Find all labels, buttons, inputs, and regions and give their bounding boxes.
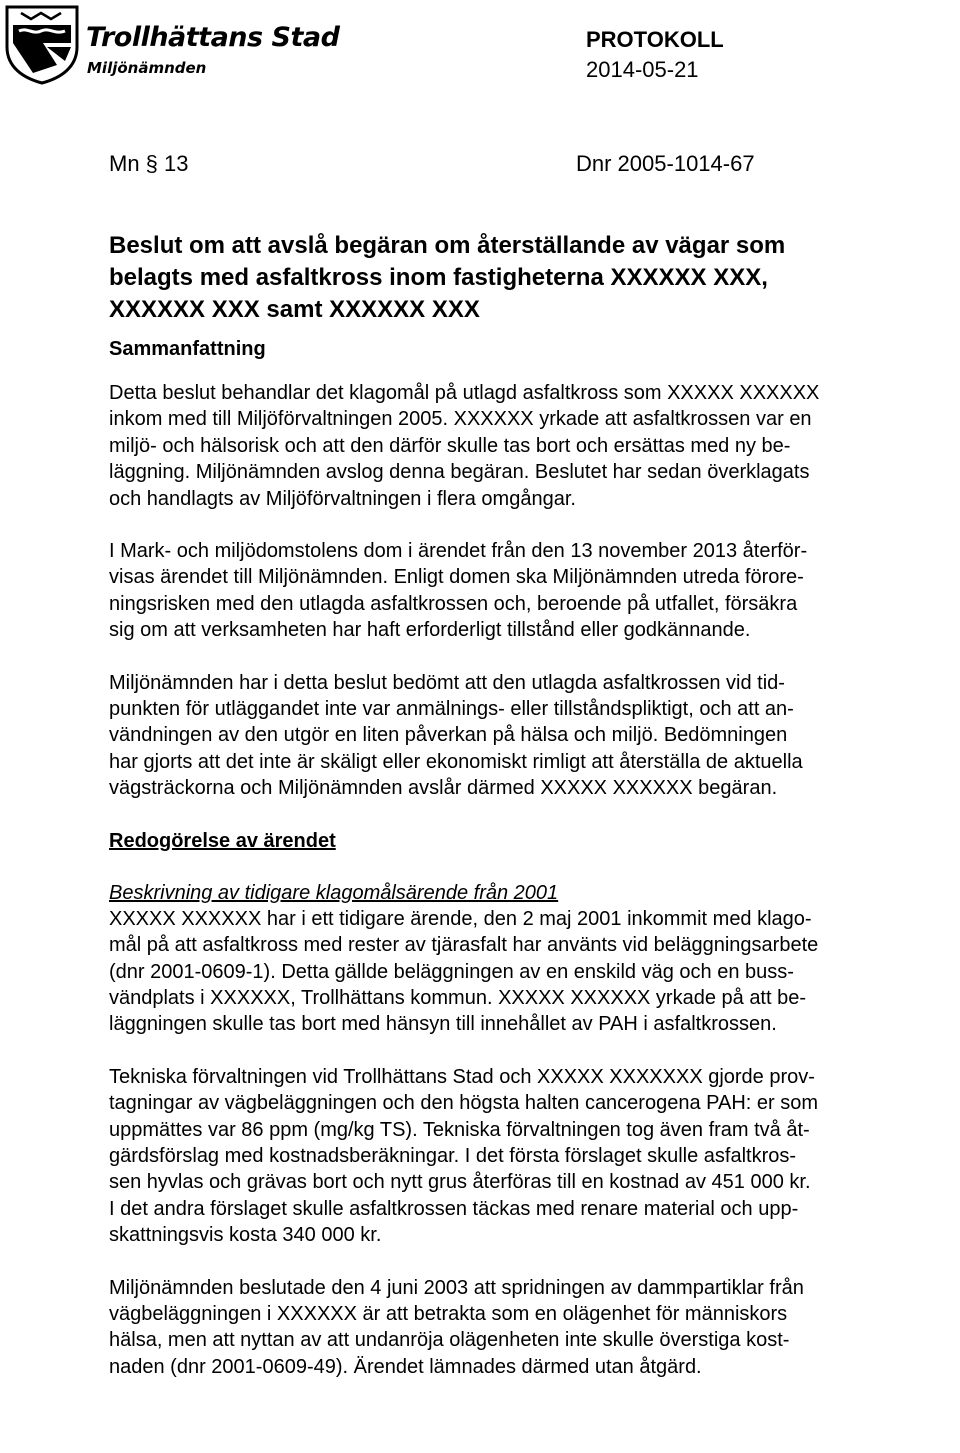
text-line: vändplats i XXXXXX, Trollhättans kommun. XXXXX XXXXXX yrkade på att be- xyxy=(109,986,807,1009)
text-line: Miljönämnden har i detta beslut bedömt att den utlagda asfaltkrossen vid tid- xyxy=(109,671,785,694)
text-line: tagningar av vägbeläggningen och den högsta halten cancerogena PAH: er som xyxy=(109,1092,819,1115)
document-date: 2014-05-21 xyxy=(586,57,699,82)
text-line: vägbeläggningen i XXXXXX är att betrakta som en olägenhet för människors xyxy=(109,1302,788,1325)
org-name: Trollhättans Stad xyxy=(86,22,340,53)
text-line: miljö- och hälsorisk och att den därför skulle tas bort och ersättas med ny be- xyxy=(109,434,791,457)
text-line: vändningen av den utgör en liten påverkan på hälsa och miljö. Bedömningen xyxy=(109,724,788,747)
history-paragraph xyxy=(109,1275,952,1381)
text-line: (dnr 2001-0609-1). Detta gällde beläggningen av en enskild väg och en buss- xyxy=(109,960,794,983)
text-line: I det andra förslaget skulle asfaltkrossen täckas med renare material och upp- xyxy=(109,1197,799,1220)
summary-heading: Sammanfattning xyxy=(109,338,266,360)
case-number: Mn § 13 xyxy=(109,151,189,176)
text-line: gärdsförslag med kostnadsberäkningar. I det första förslaget skulle asfaltkros- xyxy=(109,1144,797,1167)
text-line: mål på att asfaltkross med rester av tjärasfalt har använts vid beläggningsarbete xyxy=(109,934,819,957)
text-line: Detta beslut behandlar det klagomål på utlagd asfaltkross som XXXXX XXXXXX xyxy=(109,382,820,404)
text-line: läggningen skulle tas bort med hänsyn till innehållet av PAH i asfaltkrossen. xyxy=(109,1013,777,1036)
history-heading: Beskrivning av tidigare klagomålsärende från 2001 xyxy=(109,881,559,904)
text-line: uppmättes var 86 ppm (mg/kg TS). Tekniska förvaltningen tog även fram två åt- xyxy=(109,1118,810,1141)
text-line: läggning. Miljönämnden avslog denna begäran. Beslutet har sedan överklagats xyxy=(109,461,810,484)
document-body xyxy=(109,230,952,1380)
title-line: XXXXXX XXX samt XXXXXX XXX xyxy=(109,296,480,323)
text-line: visas ärendet till Miljönämnden. Enligt domen ska Miljönämnden utreda förore- xyxy=(109,566,804,589)
department-name: Miljönämnden xyxy=(87,59,207,77)
text-line: I Mark- och miljödomstolens dom i ärendet från den 13 november 2013 återför- xyxy=(109,540,808,563)
text-line: har gjorts att det inte är skäligt eller ekonomiskt rimligt att återställa de aktuella xyxy=(109,750,803,773)
text-line: och handlagts av Miljöförvaltningen i flera omgångar. xyxy=(109,487,576,510)
text-line: inkom med till Miljöförvaltningen 2005. XXXXXX yrkade att asfaltkrossen var en xyxy=(109,408,812,431)
text-line: sig om att verksamheten har haft erforderligt tillstånd eller godkännande. xyxy=(109,619,751,642)
text-line: skattningsvis kosta 340 000 kr. xyxy=(109,1224,382,1247)
text-line: hälsa, men att nyttan av att undanröja olägenheten inte skulle överstiga kost- xyxy=(109,1329,790,1352)
account-heading: Redogörelse av ärendet xyxy=(109,829,336,852)
text-line: sen hyvlas och grävas bort och nytt grus återföras till en kostnad av 451 000 kr. xyxy=(109,1171,811,1194)
summary-paragraph xyxy=(109,538,952,644)
municipal-coat-of-arms-icon xyxy=(3,3,81,85)
text-line: vägsträckorna och Miljönämnden avslår därmed XXXXX XXXXXX begäran. xyxy=(109,777,778,800)
title-line: Beslut om att avslå begäran om återställande av vägar som xyxy=(109,232,786,259)
history-paragraph xyxy=(109,1064,952,1249)
title-line: belagts med asfaltkross inom fastigheterna XXXXXX XXX, xyxy=(109,264,768,291)
decision-title xyxy=(109,230,952,326)
text-line: Miljönämnden beslutade den 4 juni 2003 att spridningen av dammpartiklar från xyxy=(109,1276,804,1299)
text-line: naden (dnr 2001-0609-49). Ärendet lämnades därmed utan åtgärd. xyxy=(109,1355,702,1378)
history-paragraph xyxy=(109,906,952,1038)
summary-paragraph xyxy=(109,670,952,802)
document-type: PROTOKOLL xyxy=(586,27,724,52)
text-line: ningsrisken med den utlagda asfaltkrossen och, beroende på utfallet, försäkra xyxy=(109,592,798,615)
summary-paragraph xyxy=(109,380,952,512)
text-line: punkten för utläggandet inte var anmälnings- eller tillståndspliktigt, och att an- xyxy=(109,698,794,721)
text-line: Tekniska förvaltningen vid Trollhättans Stad och XXXXX XXXXXXX gjorde prov- xyxy=(109,1065,815,1088)
registration-number: Dnr 2005-1014-67 xyxy=(576,151,755,176)
text-line: XXXXX XXXXXX har i ett tidigare ärende, den 2 maj 2001 inkommit med klago- xyxy=(109,907,812,930)
